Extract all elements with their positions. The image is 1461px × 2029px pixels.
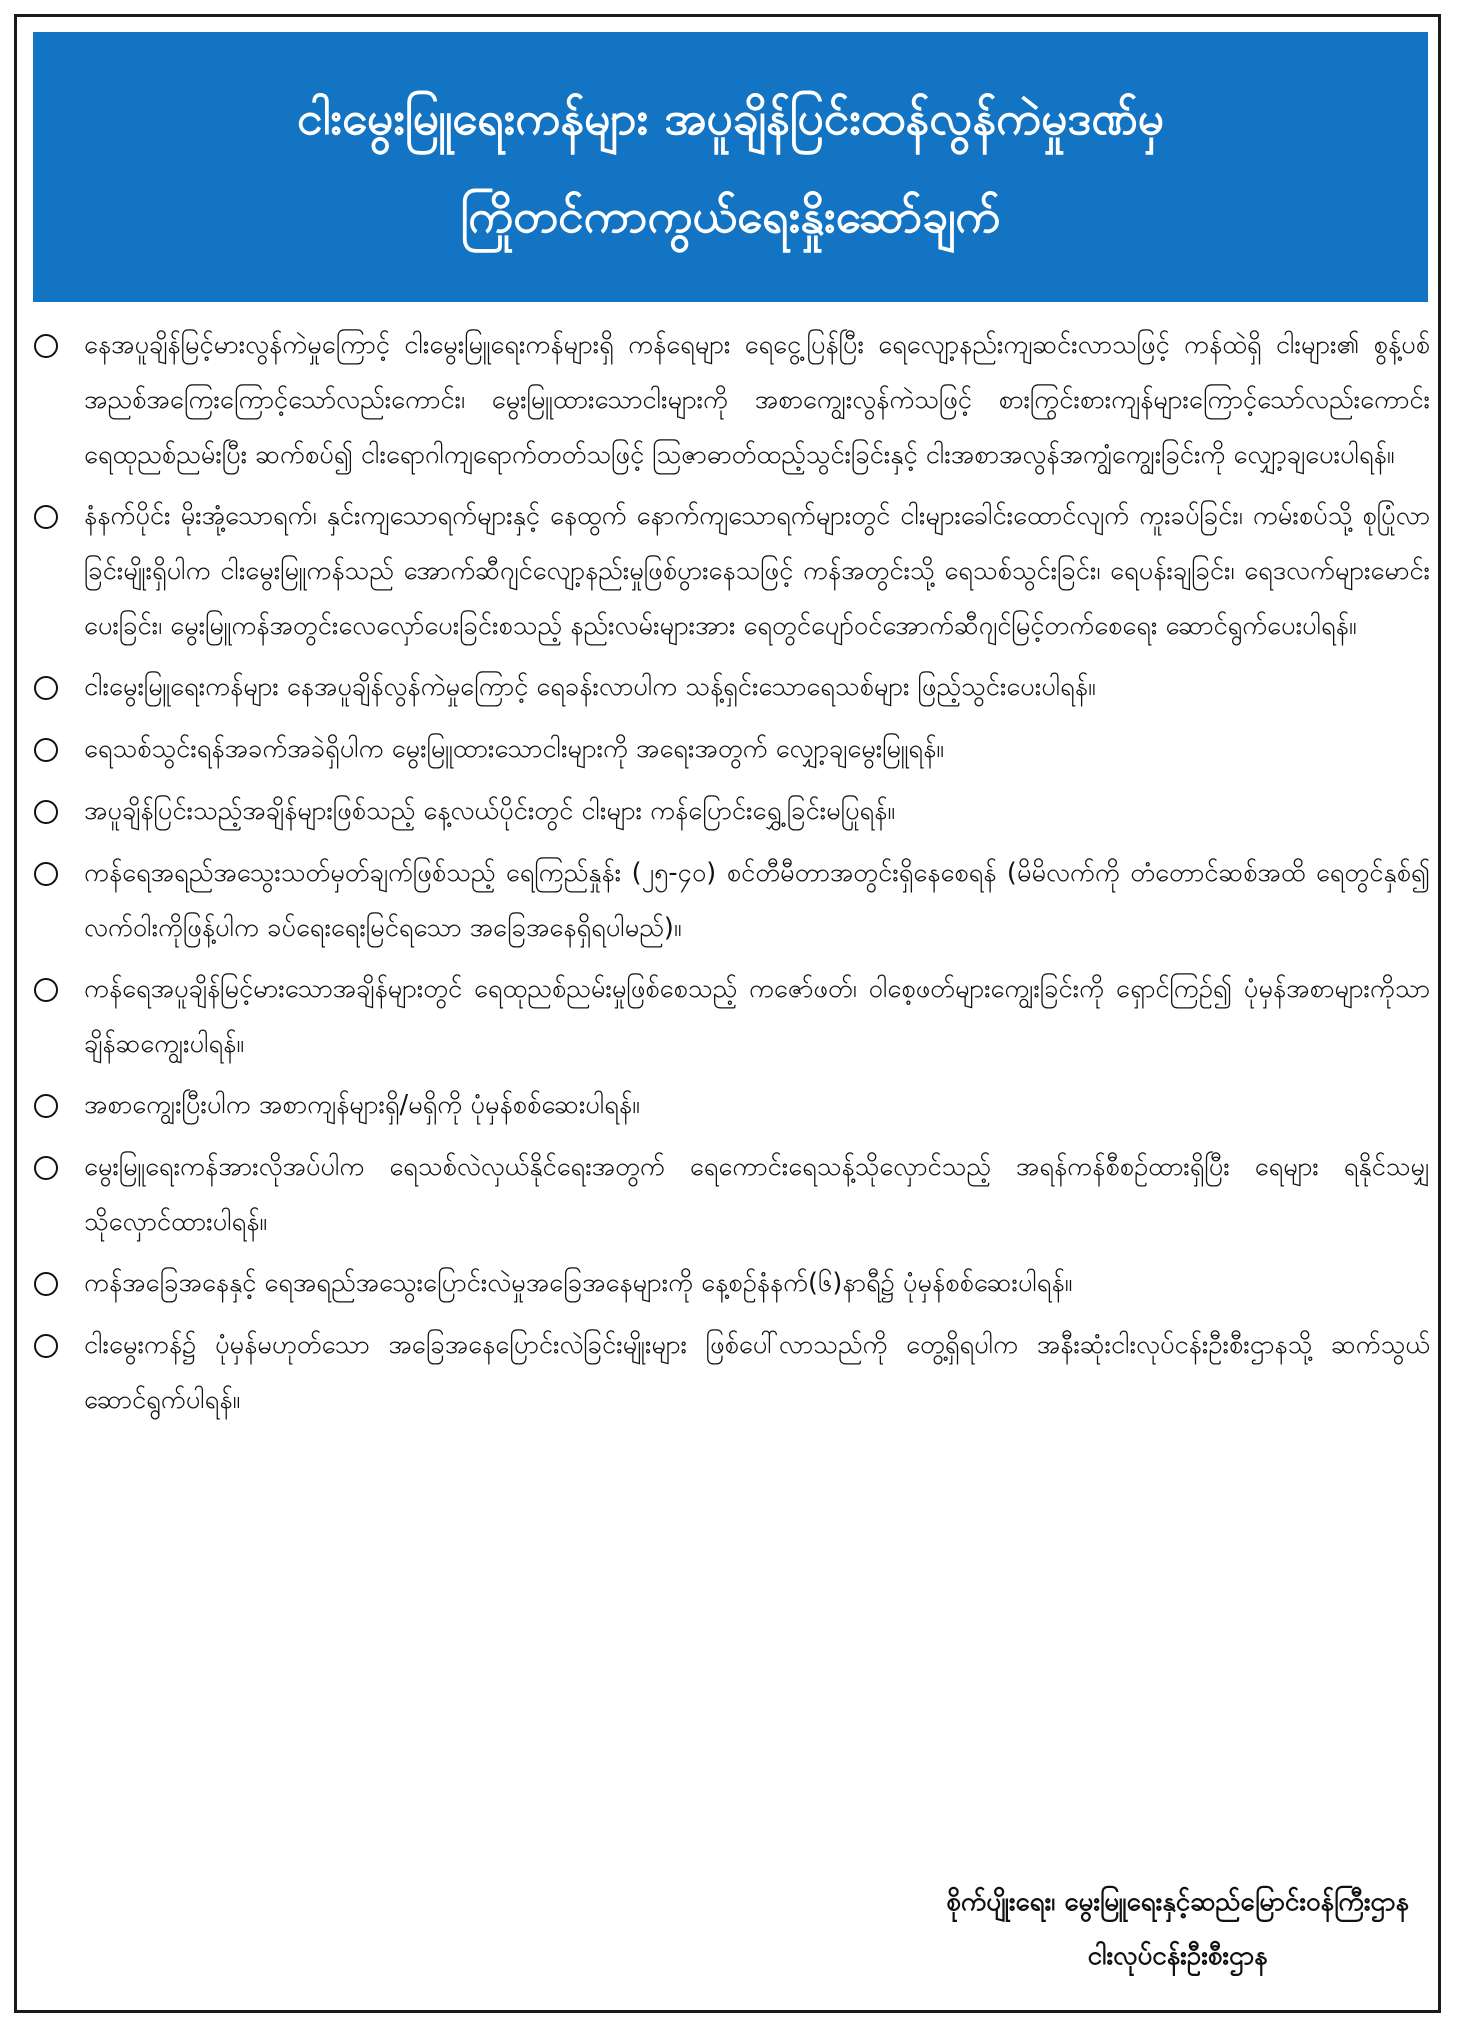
list-item [30, 1318, 1430, 1428]
list-item [30, 784, 1430, 840]
list-item [30, 489, 1430, 654]
announcement-header [33, 32, 1428, 302]
ministry-name: စိုက်ပျိုးရေး၊ မွေးမြူရေးနှင့်ဆည်မြောင်းဝန်ကြီးဌာန [946, 1887, 1409, 1917]
title-line-2: ကြိုတင်ကာကွယ်ရေးနှိုးဆော်ချက် [460, 189, 1001, 243]
list-item [30, 660, 1430, 716]
list-item-text: ငါးမွေးမြူရေးကန်များ နေအပူချိန်လွန်ကဲမှုကြောင့် ရေခန်းလာပါက သန့်ရှင်းသောရေသစ်များ ဖြည့်သွင်းပေးပါရန်။ [84, 672, 1096, 702]
list-item [30, 1140, 1430, 1250]
circle-bullet-icon [30, 1318, 84, 1374]
list-item [30, 318, 1430, 483]
list-item-text: အစာကျွေးပြီးပါက အစာကျန်များရှိ/မရှိကို ပုံမှန်စစ်ဆေးပါရန်။ [84, 1090, 640, 1120]
list-item-text: နံနက်ပိုင်း မိုးအုံ့သောရက်၊ နှင်းကျသောရက်များနှင့် နေထွက် နောက်ကျသောရက်များတွင် ငါးများခေါင်းထောင်လျက် ကူးခပ်ခြင်း၊ ကမ်းစပ်သို့ စုပြုံလာခြင်းမျိုးရှိပါက ငါးမွေးမြူကန်သည် အောက်ဆီဂျင်လျော့နည်းမှုဖြစ်ပွားနေသဖြင့် ကန်အတွင်းသို့ ရေသစ်သွင်းခြင်း၊ ရေပန်းချခြင်း၊ ရေဒလက်များမောင်းပေးခြင်း၊ မွေးမြူကန်အတွင်းလေလှော်ပေးခြင်းစသည့် နည်းလမ်းများအား ရေတွင်ပျော်ဝင်အောက်ဆီဂျင်မြင့်တက်စေရေး ဆောင်ရွက်ပေးပါရန်။ [84, 501, 1430, 641]
title-line-1: ငါးမွေးမြူရေးကန်များ အပူချိန်ပြင်းထန်လွန်ကဲမှုဒဏ်မှ [296, 91, 1165, 145]
advice-list [30, 318, 1430, 1434]
list-item-text: ကန်အခြေအနေနှင့် ရေအရည်အသွေးပြောင်းလဲမှုအခြေအနေများကို နေ့စဉ်နံနက်(၆)နာရီ၌ ပုံမှန်စစ်ဆေးပါရန်။ [84, 1268, 1073, 1298]
list-item-text: မွေးမြူရေးကန်အားလိုအပ်ပါက ရေသစ်လဲလှယ်နိုင်ရေးအတွက် ရေကောင်းရေသန့်သိုလှောင်သည့် အရန်ကန်စီစဉ်ထားရှိပြီး ရေများ ရနိုင်သမျှ သိုလှောင်ထားပါရန်။ [84, 1152, 1430, 1237]
circle-bullet-icon [30, 1140, 84, 1196]
list-item [30, 722, 1430, 778]
list-item-text: နေအပူချိန်မြင့်မားလွန်ကဲမှုကြောင့် ငါးမွေးမြူရေးကန်များရှိ ကန်ရေများ ရေငွေ့ပြန်ပြီး ရေလျော့နည်းကျဆင်းလာသဖြင့် ကန်ထဲရှိ ငါးများ၏ စွန့်ပစ်အညစ်အကြေးကြောင့်သော်လည်းကောင်း၊ မွေးမြူထားသောငါးများကို အစာကျွေးလွန်ကဲသဖြင့် စားကြွင်းစားကျန်များကြောင့်သော်လည်းကောင်း ရေထုညစ်ညမ်းပြီး ဆက်စပ်၍ ငါးရောဂါကျရောက်တတ်သဖြင့် ဩဇာဓာတ်ထည့်သွင်းခြင်းနှင့် ငါးအစာအလွန်အကျွံကျွေးခြင်းကို လျှော့ချပေးပါရန်။ [84, 330, 1430, 470]
circle-bullet-icon [30, 784, 84, 840]
list-item-text: ရေသစ်သွင်းရန်အခက်အခဲရှိပါက မွေးမြူထားသောငါးများကို အရေးအတွက် လျှော့ချမွေးမြူရန်။ [84, 734, 944, 764]
circle-bullet-icon [30, 1078, 84, 1134]
circle-bullet-icon [30, 660, 84, 716]
list-item [30, 846, 1430, 956]
list-item-text: ကန်ရေအပူချိန်မြင့်မားသောအချိန်များတွင် ရေထုညစ်ညမ်းမှုဖြစ်စေသည့် ကဇော်ဖတ်၊ ဝါစေ့ဖတ်များကျွေးခြင်းကို ရှောင်ကြဉ်၍ ပုံမှန်အစာများကိုသာ ချိန်ဆကျွေးပါရန်။ [84, 974, 1430, 1059]
list-item [30, 1078, 1430, 1134]
circle-bullet-icon [30, 1256, 84, 1312]
issuer-signature-block [946, 1875, 1409, 1983]
department-name: ငါးလုပ်ငန်းဦးစီးဌာန [1087, 1941, 1268, 1971]
circle-bullet-icon [30, 722, 84, 778]
circle-bullet-icon [30, 318, 84, 374]
circle-bullet-icon [30, 846, 84, 902]
list-item-text: အပူချိန်ပြင်းသည့်အချိန်များဖြစ်သည့် နေ့လယ်ပိုင်းတွင် ငါးများ ကန်ပြောင်းရွှေ့ခြင်းမပြုရန်။ [84, 796, 896, 826]
list-item [30, 1256, 1430, 1312]
list-item-text: ကန်ရေအရည်အသွေးသတ်မှတ်ချက်ဖြစ်သည့် ရေကြည်နှုန်း (၂၅-၄၀) စင်တီမီတာအတွင်းရှိနေစေရန် (မိမိလက်ကို တံတောင်ဆစ်အထိ ရေတွင်နှစ်၍ လက်ဝါးကိုဖြန့်ပါက ခပ်ရေးရေးမြင်ရသော အခြေအနေရှိရပါမည်)။ [84, 858, 1430, 943]
circle-bullet-icon [30, 962, 84, 1018]
list-item [30, 962, 1430, 1072]
circle-bullet-icon [30, 489, 84, 545]
list-item-text: ငါးမွေးကန်၌ ပုံမှန်မဟုတ်သော အခြေအနေပြောင်းလဲခြင်းမျိုးများ ဖြစ်ပေါ်လာသည်ကို တွေ့ရှိရပါက အနီးဆုံးငါးလုပ်ငန်းဦးစီးဌာနသို့ ဆက်သွယ်ဆောင်ရွက်ပါရန်။ [84, 1330, 1430, 1415]
